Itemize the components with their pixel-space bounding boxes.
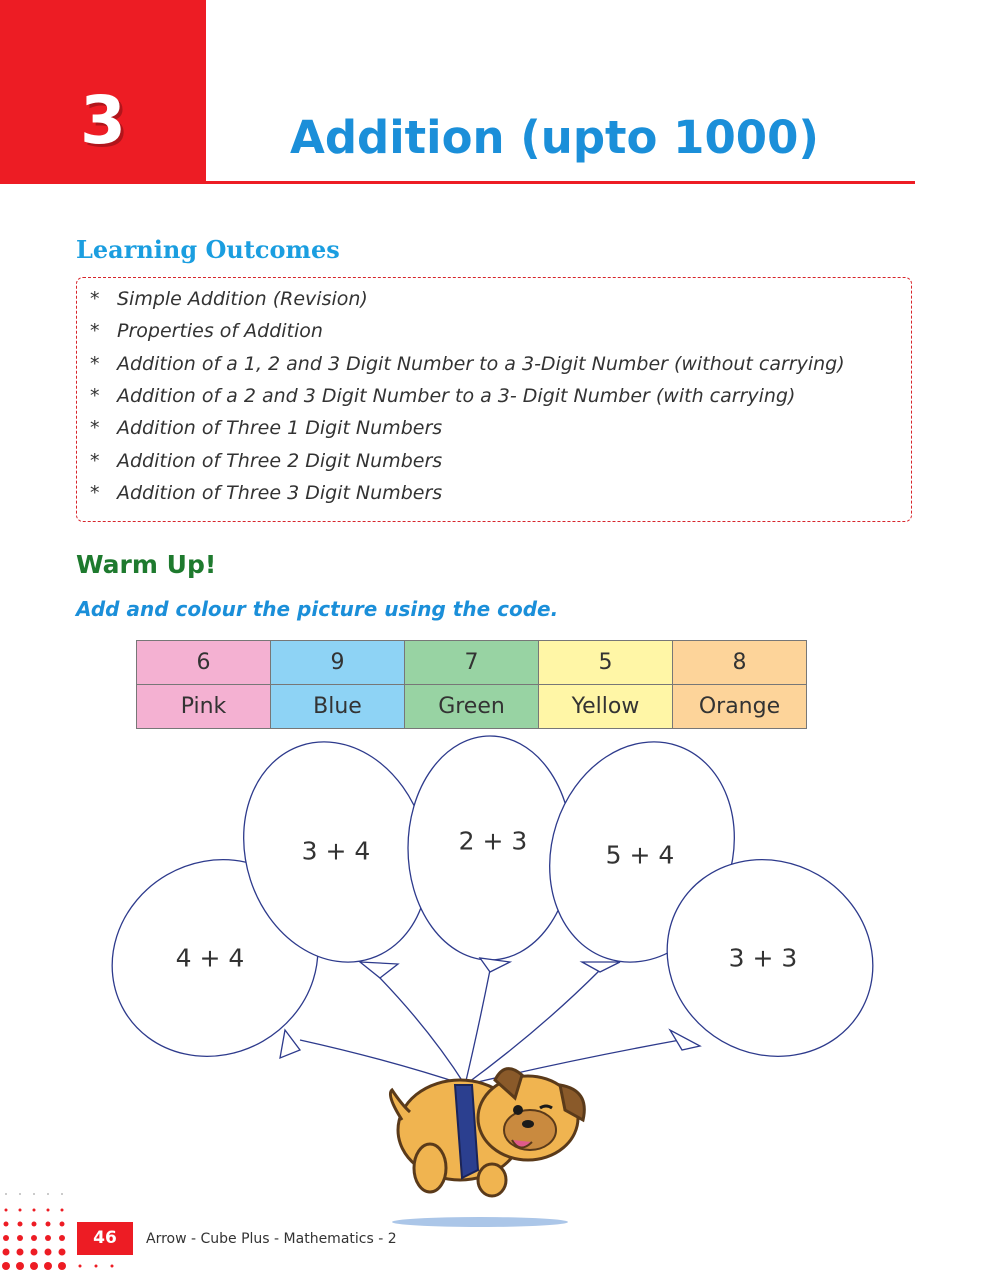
code-number-cell: 5 [539, 641, 673, 685]
footer-book-title: Arrow - Cube Plus - Mathematics - 2 [146, 1231, 397, 1247]
chapter-number: 3 [80, 82, 126, 159]
code-number-cell: 9 [271, 641, 405, 685]
learning-outcome-item: * Properties of Addition [90, 320, 323, 342]
code-colour-cell: Green [405, 685, 539, 729]
code-colour-cell: Orange [673, 685, 807, 729]
learning-outcome-item: * Simple Addition (Revision) [90, 288, 368, 310]
balloons [76, 718, 909, 1094]
balloon-sum: 5 + 4 [605, 840, 675, 870]
learning-outcome-item: * Addition of Three 3 Digit Numbers [90, 482, 443, 504]
balloon-sum: 3 + 4 [301, 836, 371, 866]
code-number-cell: 8 [673, 641, 807, 685]
puppy-illustration [390, 1069, 584, 1227]
warm-up-instruction: Add and colour the picture using the code. [76, 597, 559, 621]
learning-outcome-item: * Addition of a 2 and 3 Digit Number to a 3- Digit Number (with carrying) [90, 385, 796, 407]
code-colour-cell: Blue [271, 685, 405, 729]
balloon-strings [300, 970, 680, 1085]
decorative-dots-light [5, 1193, 63, 1195]
balloon-sum: 2 + 3 [458, 826, 528, 856]
code-colour-cell: Pink [137, 685, 271, 729]
balloon-sum: 4 + 4 [175, 943, 245, 973]
warm-up-heading: Warm Up! [76, 550, 217, 579]
code-number-cell: 7 [405, 641, 539, 685]
page-number: 46 [77, 1222, 133, 1255]
code-number-cell: 6 [137, 641, 271, 685]
chapter-title: Addition (upto 1000) [290, 111, 819, 164]
learning-outcome-item: * Addition of Three 2 Digit Numbers [90, 450, 443, 472]
learning-outcome-item: * Addition of a 1, 2 and 3 Digit Number to a 3-Digit Number (without carrying) [90, 353, 845, 375]
learning-outcome-item: * Addition of Three 1 Digit Numbers [90, 417, 443, 439]
learning-outcomes-heading: Learning Outcomes [76, 235, 340, 264]
balloon-sum: 3 + 3 [728, 943, 798, 973]
code-colour-cell: Yellow [539, 685, 673, 729]
